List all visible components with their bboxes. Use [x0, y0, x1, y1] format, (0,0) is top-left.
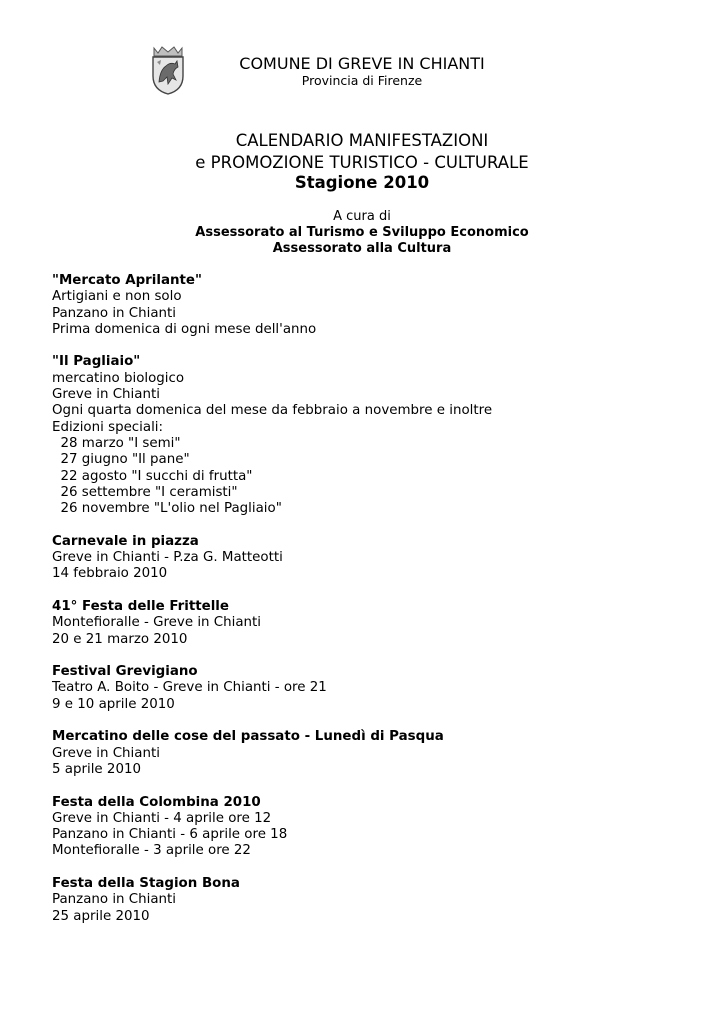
event-detail-line: 9 e 10 aprile 2010 [52, 696, 175, 712]
event-item [52, 273, 692, 338]
municipality-name: COMUNE DI GREVE IN CHIANTI [239, 54, 485, 73]
event-title: "Il Pagliaio" [52, 354, 141, 370]
event-item [52, 599, 692, 648]
event-detail-line: 26 settembre "I ceramisti" [52, 484, 238, 500]
event-detail-line: Montefioralle - 3 aprile ore 22 [52, 843, 251, 859]
event-detail-line: Greve in Chianti - P.za G. Matteotti [52, 550, 283, 566]
event-title: "Mercato Aprilante" [52, 273, 202, 288]
document-title-line2: e PROMOZIONE TURISTICO - CULTURALE [195, 153, 529, 172]
document-title-line1: CALENDARIO MANIFESTAZIONI [235, 131, 489, 150]
event-title: 41° Festa delle Frittelle [52, 598, 229, 614]
event-detail-line: Greve in Chianti [52, 745, 160, 761]
curated-by-label: A cura di [333, 209, 391, 224]
event-detail-line: Prima domenica di ogni mese dell'anno [52, 321, 317, 337]
event-detail-line: Montefioralle - Greve in Chianti [52, 615, 262, 631]
event-detail-line: Edizioni speciali: [52, 419, 164, 435]
event-detail-line: 27 giugno "Il pane" [52, 452, 190, 468]
event-item [52, 795, 692, 860]
event-detail-line: 25 aprile 2010 [52, 908, 150, 924]
event-item [52, 354, 692, 517]
event-detail-line: Greve in Chianti [52, 387, 160, 403]
event-detail-line: Panzano in Chianti [52, 892, 177, 908]
province-name: Provincia di Firenze [301, 73, 423, 88]
event-detail-line: 22 agosto "I succhi di frutta" [52, 468, 253, 484]
event-detail-line: 20 e 21 marzo 2010 [52, 631, 188, 647]
event-detail-line: 26 novembre "L'olio nel Pagliaio" [52, 501, 282, 517]
event-title: Festa della Colombina 2010 [52, 794, 261, 810]
event-detail-line: Greve in Chianti - 4 aprile ore 12 [52, 810, 272, 826]
event-title: Festival Grevigiano [52, 664, 198, 680]
event-item [52, 876, 692, 925]
event-detail-line: Teatro A. Boito - Greve in Chianti - ore 21 [52, 680, 327, 696]
event-title: Mercatino delle cose del passato - Lunedì di Pasqua [52, 729, 444, 745]
event-detail-line: 14 febbraio 2010 [52, 566, 168, 582]
event-detail-line: Ogni quarta domenica del mese da febbraio a novembre e inoltre [52, 403, 493, 419]
event-item [52, 534, 692, 583]
event-detail-line: Panzano in Chianti [52, 305, 177, 321]
season-title: Stagione 2010 [294, 173, 430, 192]
event-detail-line: 5 aprile 2010 [52, 761, 142, 777]
event-detail-line: Artigiani e non solo [52, 289, 182, 305]
event-title: Carnevale in piazza [52, 533, 199, 549]
event-item [52, 729, 692, 778]
event-item [52, 664, 692, 713]
event-list [52, 273, 692, 941]
event-detail-line: mercatino biologico [52, 370, 185, 386]
curating-office-tourism: Assessorato al Turismo e Sviluppo Economico [195, 225, 529, 240]
event-detail-line: 28 marzo "I semi" [52, 435, 181, 451]
event-title: Festa della Stagion Bona [52, 875, 240, 891]
event-detail-line: Panzano in Chianti - 6 aprile ore 18 [52, 827, 288, 843]
curating-office-culture: Assessorato alla Cultura [272, 241, 452, 256]
